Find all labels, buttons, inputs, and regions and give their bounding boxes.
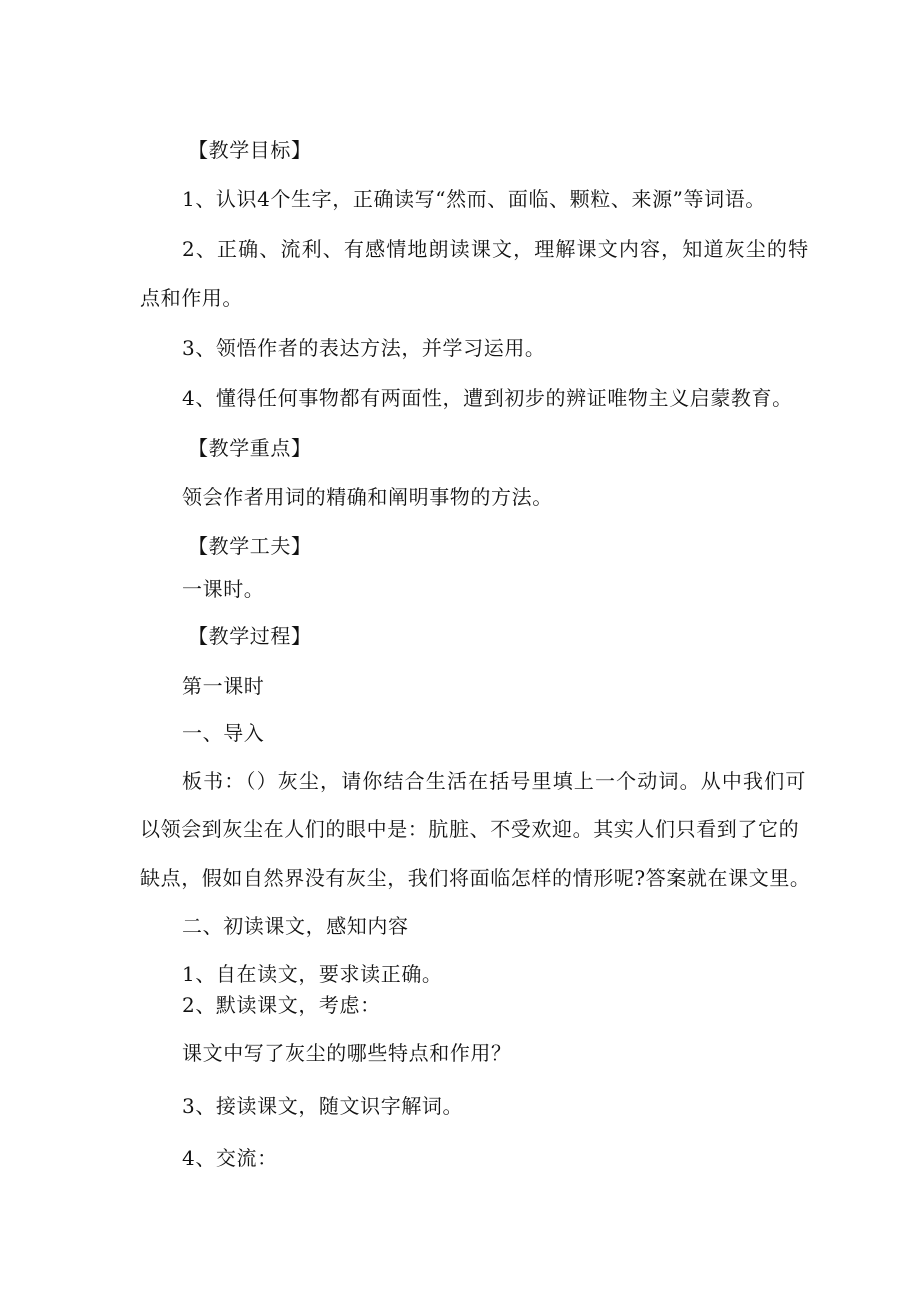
objective-2-line-1: 2、正确、流利、有感情地朗读课文，理解课文内容，知道灰尘的特 — [182, 237, 810, 261]
step-2-item-3: 3、接读课文，随文识字解词。 — [182, 1094, 464, 1118]
step-2-title: 二、初读课文，感知内容 — [182, 914, 409, 938]
step-1-para-line-3: 缺点，假如自然界没有灰尘，我们将面临怎样的情形呢?答案就在课文里。 — [140, 866, 811, 890]
time-heading: 【教学工夫】 — [188, 534, 312, 558]
key-points-heading: 【教学重点】 — [188, 436, 312, 460]
step-1-para-line-2: 以领会到灰尘在人们的眼中是：肮脏、不受欢迎。其实人们只看到了它的 — [140, 817, 800, 841]
objective-1: 1、认识4个生字，正确读写“然而、面临、颗粒、来源”等词语。 — [182, 187, 766, 211]
process-heading: 【教学过程】 — [188, 624, 312, 648]
step-2-question: 课文中写了灰尘的哪些特点和作用？ — [182, 1041, 512, 1065]
step-2-item-1: 1、自在读文，要求读正确。 — [182, 962, 443, 986]
step-2-item-2: 2、默读课文，考虑： — [182, 993, 381, 1017]
first-lesson: 第一课时 — [182, 674, 265, 698]
step-2-item-4: 4、交流： — [182, 1146, 278, 1170]
step-1-para-line-1: 板书：（）灰尘，请你结合生活在括号里填上一个动词。从中我们可 — [182, 769, 807, 793]
objective-3: 3、领悟作者的表达方法，并学习运用。 — [182, 336, 546, 360]
key-points-text: 领会作者用词的精确和阐明事物的方法。 — [182, 485, 553, 509]
step-1-title: 一、导入 — [182, 721, 265, 745]
objective-4: 4、懂得任何事物都有两面性，遭到初步的辨证唯物主义启蒙教育。 — [182, 386, 793, 410]
objectives-heading: 【教学目标】 — [188, 138, 312, 162]
objective-2-line-2: 点和作用。 — [140, 286, 243, 310]
time-text: 一课时。 — [182, 577, 265, 601]
